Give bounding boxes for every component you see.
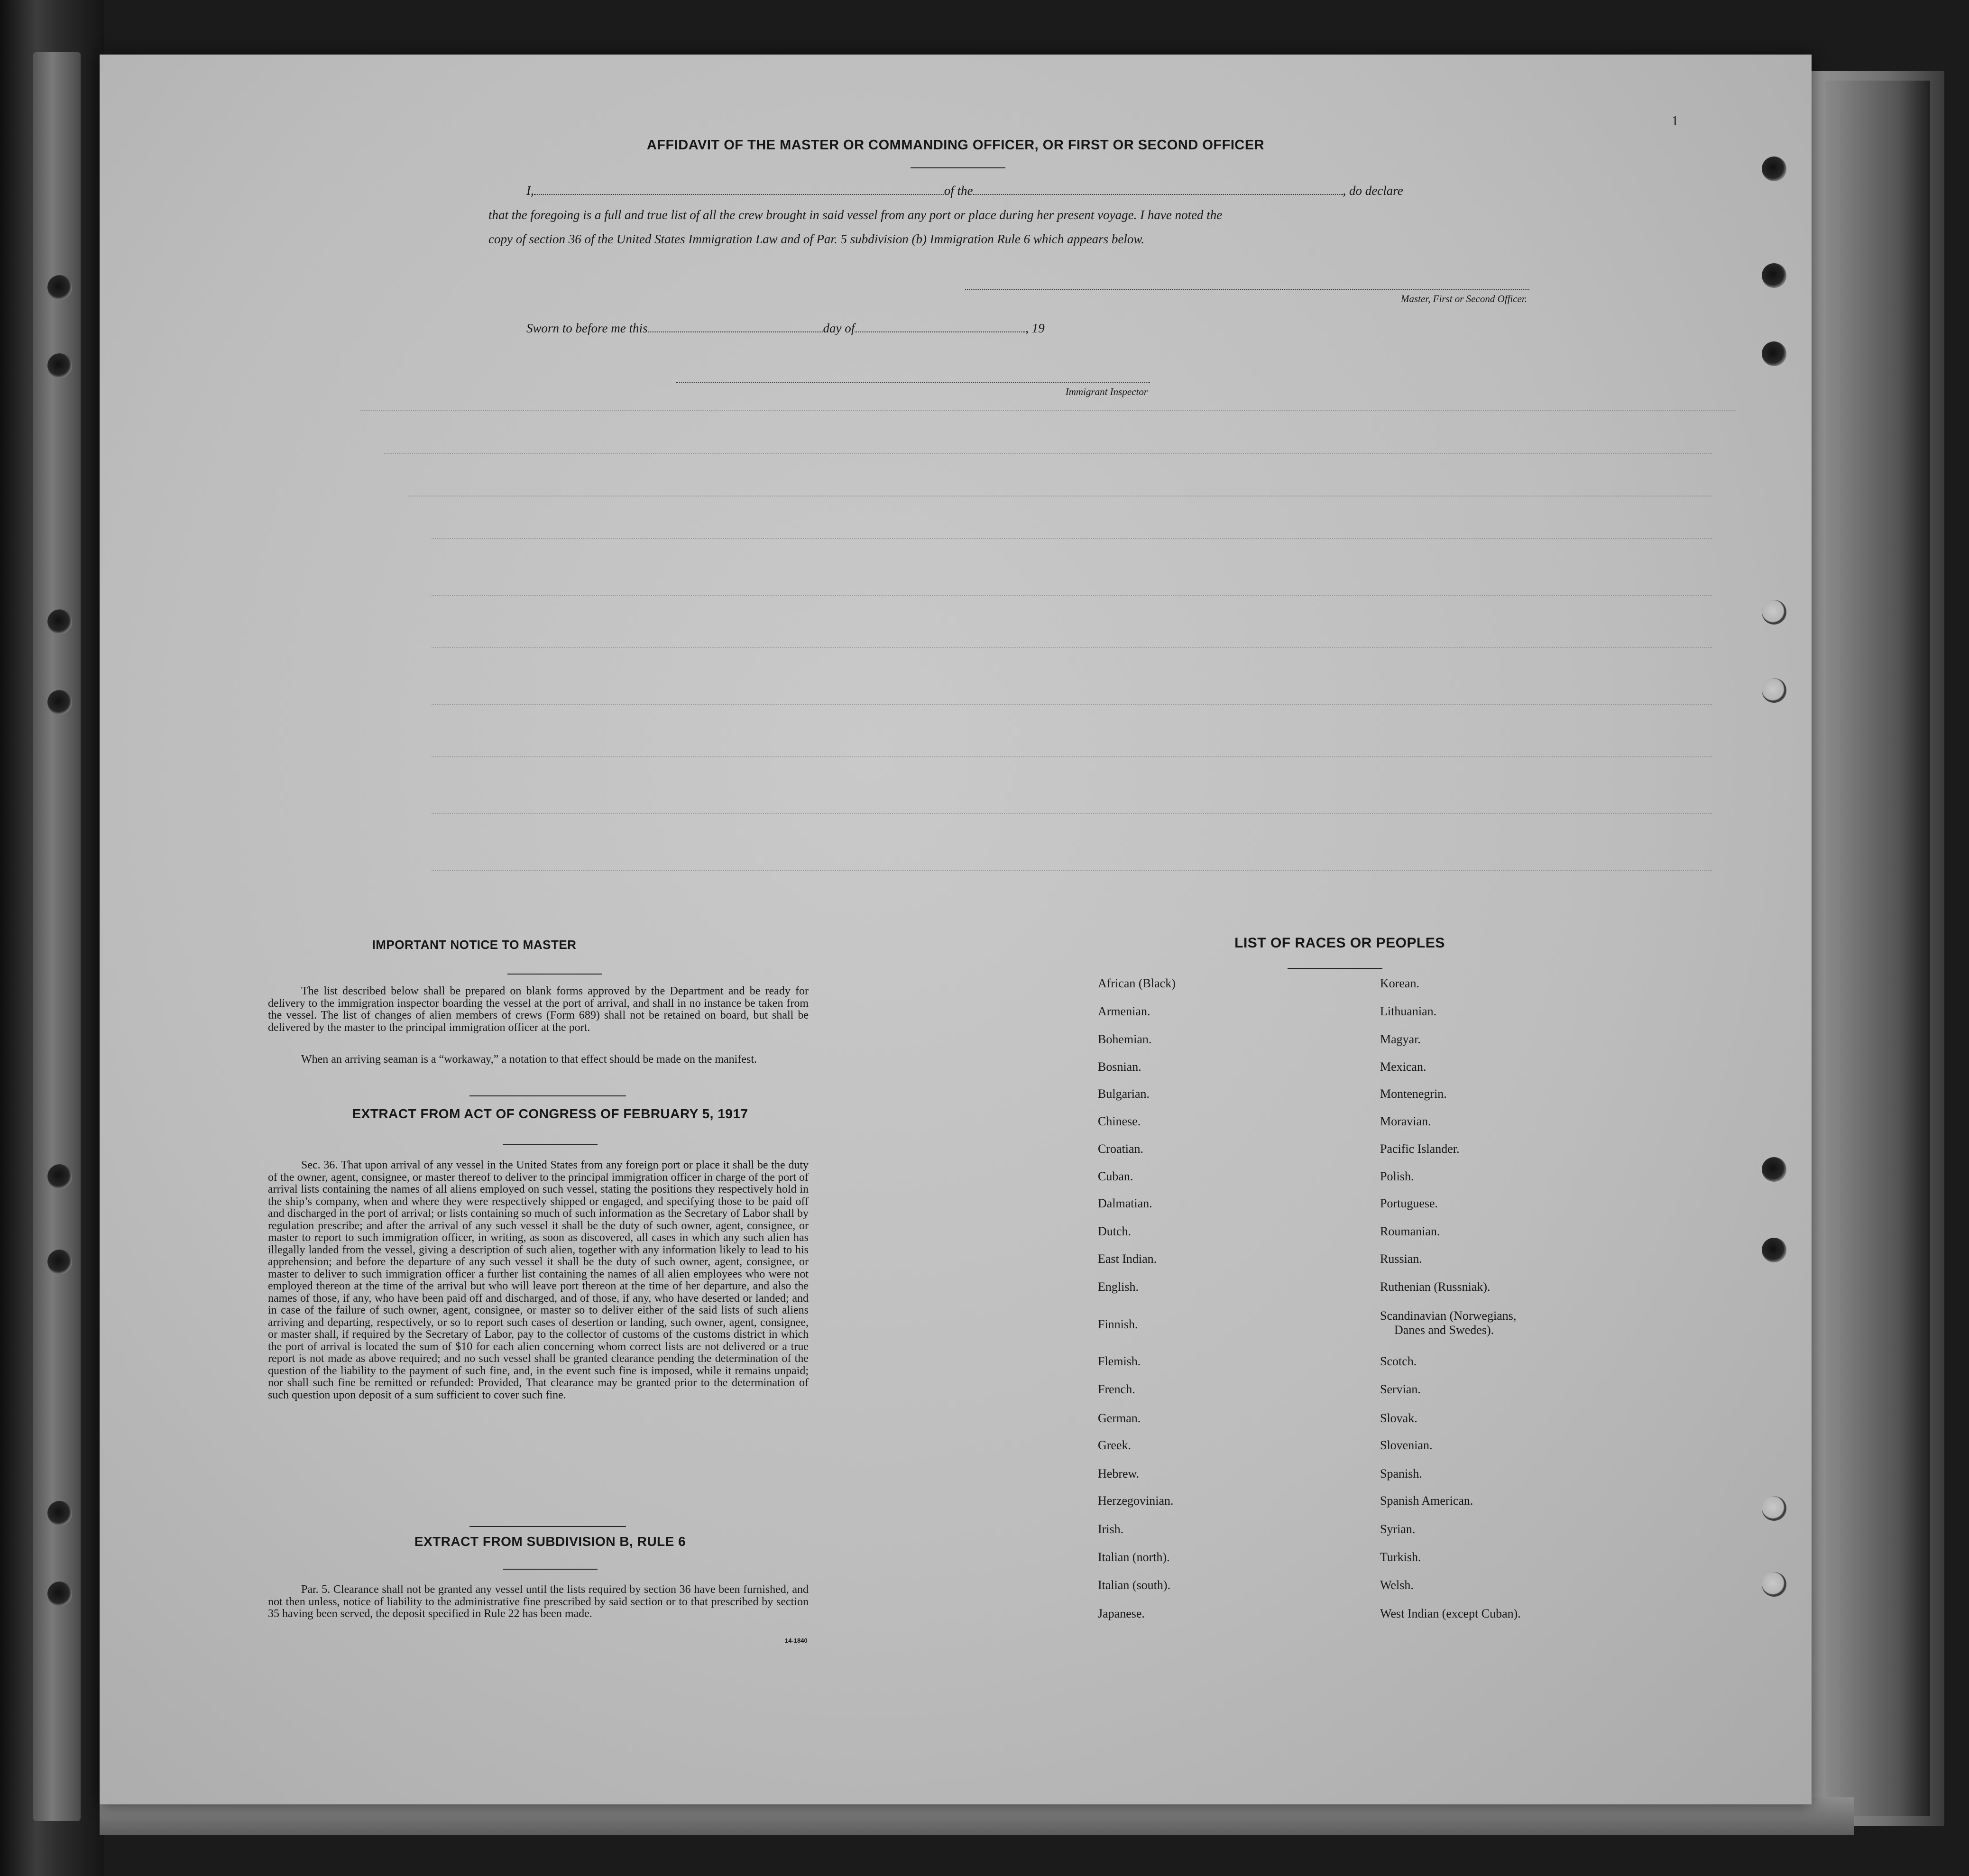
races-heading: LIST OF RACES OR PEOPLES bbox=[1234, 935, 1445, 951]
race-item: Chinese. bbox=[1098, 1114, 1141, 1128]
master-signature-label: Master, First or Second Officer. bbox=[1401, 293, 1527, 304]
race-item: Danes and Swedes). bbox=[1394, 1323, 1494, 1337]
act-heading: EXTRACT FROM ACT OF CONGRESS OF FEBRUARY 5, 1917 bbox=[352, 1106, 748, 1121]
binder-hole bbox=[47, 1250, 72, 1274]
race-item: Scandinavian (Norwegians, bbox=[1380, 1309, 1517, 1323]
sworn-line bbox=[526, 321, 1045, 336]
binder-hole bbox=[47, 1164, 72, 1189]
race-item: Slovak. bbox=[1380, 1411, 1417, 1425]
race-item: Servian. bbox=[1380, 1382, 1421, 1396]
race-item: Herzegovinian. bbox=[1098, 1494, 1174, 1508]
vessel-blank[interactable] bbox=[973, 193, 1343, 195]
inspector-signature-line[interactable] bbox=[676, 382, 1150, 383]
binder-hole bbox=[47, 1582, 72, 1606]
binder-hole bbox=[1762, 263, 1786, 288]
notice-paragraph-1: The list described below shall be prepared on blank forms approved by the Department and be ready for delivery to the immigration inspector boarding the vessel at the port of arrival, and shall in no instance be taken from the vessel. The list of changes of alien members of crews (Form 689) shall not be retained on board, but shall be delivered by the master to the principal immigration officer at the port. bbox=[268, 985, 809, 1034]
binder-hole bbox=[1762, 678, 1786, 703]
affidavit-text: of the bbox=[944, 184, 973, 198]
race-item: Cuban. bbox=[1098, 1169, 1133, 1183]
heading-rule bbox=[503, 1144, 598, 1145]
sworn-text: day of bbox=[823, 321, 855, 335]
heading-rule bbox=[1288, 968, 1382, 969]
binder-hole bbox=[47, 1501, 72, 1526]
race-item: Japanese. bbox=[1098, 1607, 1145, 1620]
race-item: Korean. bbox=[1380, 976, 1420, 990]
affidavit-line-3: copy of section 36 of the United States Immigration Law and of Par. 5 subdivision (b) Immigration Rule 6 which appears below. bbox=[488, 232, 1145, 246]
month-blank[interactable] bbox=[855, 331, 1025, 332]
affidavit-line-2: that the foregoing is a full and true list of all the crew brought in said vessel from any port or place during her present voyage. I have noted the bbox=[488, 208, 1223, 222]
binder-hole bbox=[1762, 1157, 1786, 1182]
race-item: Hebrew. bbox=[1098, 1467, 1140, 1481]
name-blank[interactable] bbox=[534, 193, 944, 195]
race-item: Bulgarian. bbox=[1098, 1087, 1150, 1101]
race-item: Slovenian. bbox=[1380, 1438, 1433, 1452]
act-section-36: Sec. 36. That upon arrival of any vessel in the United States from any foreign port or place it shall be the duty of the owner, agent, consignee, or master thereof to deliver to the principal immigration officer in charge of the port of arrival lists containing the names of all aliens employed on such vessel, stating the positions they respectively hold in the ship’s company, when and where they were respectively shipped or engaged, and specifying those to be paid off and discharged in the port of arrival; or lists containing so much of such information as the Secretary of Labor shall by regulation prescribe; and after the arrival of any such vessel it shall be the duty of such owner, agent, consignee, or master to report to such immigration officer, in writing, as soon as discovered, all cases in which any such alien has illegally landed from the vessel, giving a description of such alien, together with any information likely to lead to his apprehension; and before the departure of any such vessel it shall be the duty of such owner, agent, consignee, or master to deliver to such immigration officer a further list containing the names of all alien employees who were not employed thereon at the time of the arrival but who will leave port thereon at the time of her departure, and also the names of those, if any, who have been paid off and discharged, and of those, if any, who have deserted or landed; and in case of the failure of such owner, agent, consignee, or master so to deliver either of the said lists of such aliens arriving and departing, respectively, or so to report such cases of desertion or landing, such owner, agent, consignee, or master shall, if required by the Secretary of Labor, pay to the collector of customs of the customs district in which the port of arrival is located the sum of $10 for each alien concerning whom correct lists are not delivered or a true report is not made as above required; and no such vessel shall be granted clearance pending the determination of the question of the liability to the payment of such fine, and, in the event such fine is imposed, while it remains unpaid; nor shall such fine be remitted or refunded: Provided, That clearance may be granted prior to the determination of such question upon deposit of a sum sufficient to cover such fine. bbox=[268, 1159, 809, 1401]
binder-hole bbox=[47, 353, 72, 378]
inspector-label: Immigrant Inspector bbox=[1065, 386, 1148, 397]
rule-paragraph-5: Par. 5. Clearance shall not be granted any vessel until the lists required by section 36 have been furnished, and not then unless, notice of liability to the administrative fine prescribed by said section or to that prescribed by section 35 having been served, the deposit specified in Rule 22 has been made. bbox=[268, 1583, 809, 1620]
rule-heading: EXTRACT FROM SUBDIVISION B, RULE 6 bbox=[414, 1534, 686, 1549]
race-item: Finnish. bbox=[1098, 1317, 1138, 1331]
binder-hole bbox=[47, 275, 72, 300]
form-number: 14-1840 bbox=[785, 1637, 808, 1644]
binder-hole bbox=[1762, 156, 1786, 181]
race-item: Scotch. bbox=[1380, 1354, 1417, 1368]
race-item: French. bbox=[1098, 1382, 1135, 1396]
heading-rule bbox=[507, 974, 602, 975]
race-item: Spanish. bbox=[1380, 1467, 1422, 1481]
race-item: Mexican. bbox=[1380, 1060, 1426, 1074]
affidavit-text: , do declare bbox=[1343, 184, 1403, 198]
day-blank[interactable] bbox=[648, 331, 823, 332]
race-item: Russian. bbox=[1380, 1252, 1422, 1266]
notice-heading: IMPORTANT NOTICE TO MASTER bbox=[372, 938, 577, 952]
race-item: Italian (south). bbox=[1098, 1578, 1171, 1592]
race-item: West Indian (except Cuban). bbox=[1380, 1607, 1521, 1620]
affidavit-text: I, bbox=[526, 184, 534, 198]
race-item: Flemish. bbox=[1098, 1354, 1141, 1368]
affidavit-heading: AFFIDAVIT OF THE MASTER OR COMMANDING OFFICER, OR FIRST OR SECOND OFFICER bbox=[646, 138, 1265, 153]
master-signature-line[interactable] bbox=[965, 289, 1529, 290]
section-rule bbox=[469, 1095, 626, 1096]
race-item: Croatian. bbox=[1098, 1142, 1144, 1156]
race-item: Syrian. bbox=[1380, 1522, 1416, 1536]
race-item: Bosnian. bbox=[1098, 1060, 1141, 1074]
race-item: Roumanian. bbox=[1380, 1224, 1440, 1238]
race-item: Polish. bbox=[1380, 1169, 1414, 1183]
race-item: Greek. bbox=[1098, 1438, 1132, 1452]
race-item: German. bbox=[1098, 1411, 1141, 1425]
race-item: Welsh. bbox=[1380, 1578, 1414, 1592]
race-item: Spanish American. bbox=[1380, 1494, 1473, 1508]
binder-hole bbox=[47, 690, 72, 715]
race-item: Lithuanian. bbox=[1380, 1004, 1437, 1018]
race-item: Moravian. bbox=[1380, 1114, 1431, 1128]
section-rule bbox=[469, 1526, 626, 1527]
heading-rule bbox=[503, 1569, 598, 1570]
binder-hole bbox=[1762, 341, 1786, 366]
sworn-text: Sworn to before me this bbox=[526, 321, 648, 335]
notice-paragraph-2: When an arriving seaman is a “workaway,” a notation to that effect should be made on the manifest. bbox=[301, 1053, 757, 1066]
binder-hole bbox=[1762, 1496, 1786, 1521]
race-item: Magyar. bbox=[1380, 1032, 1421, 1046]
race-item: Montenegrin. bbox=[1380, 1087, 1447, 1101]
affidavit-line-1 bbox=[526, 184, 1403, 198]
underlying-pages-right-2 bbox=[1826, 81, 1930, 1816]
sworn-text: , 19 bbox=[1025, 321, 1045, 335]
heading-rule bbox=[911, 167, 1005, 168]
binder-strip bbox=[33, 52, 81, 1821]
race-item: Portuguese. bbox=[1380, 1196, 1438, 1210]
race-item: African (Black) bbox=[1098, 976, 1176, 990]
race-item: Irish. bbox=[1098, 1522, 1124, 1536]
form-page bbox=[100, 55, 1812, 1804]
page-number: 1 bbox=[1672, 114, 1678, 129]
race-item: Dutch. bbox=[1098, 1224, 1132, 1238]
race-item: East Indian. bbox=[1098, 1252, 1157, 1266]
race-item: Armenian. bbox=[1098, 1004, 1150, 1018]
race-item: Italian (north). bbox=[1098, 1550, 1170, 1564]
race-item: Dalmatian. bbox=[1098, 1196, 1152, 1210]
binder-hole bbox=[1762, 600, 1786, 625]
binder-hole bbox=[1762, 1238, 1786, 1262]
race-item: English. bbox=[1098, 1280, 1139, 1294]
race-item: Ruthenian (Russniak). bbox=[1380, 1280, 1491, 1294]
race-item: Pacific Islander. bbox=[1380, 1142, 1460, 1156]
race-item: Turkish. bbox=[1380, 1550, 1421, 1564]
binder-hole bbox=[1762, 1572, 1786, 1597]
race-item: Bohemian. bbox=[1098, 1032, 1152, 1046]
binder-hole bbox=[47, 609, 72, 634]
